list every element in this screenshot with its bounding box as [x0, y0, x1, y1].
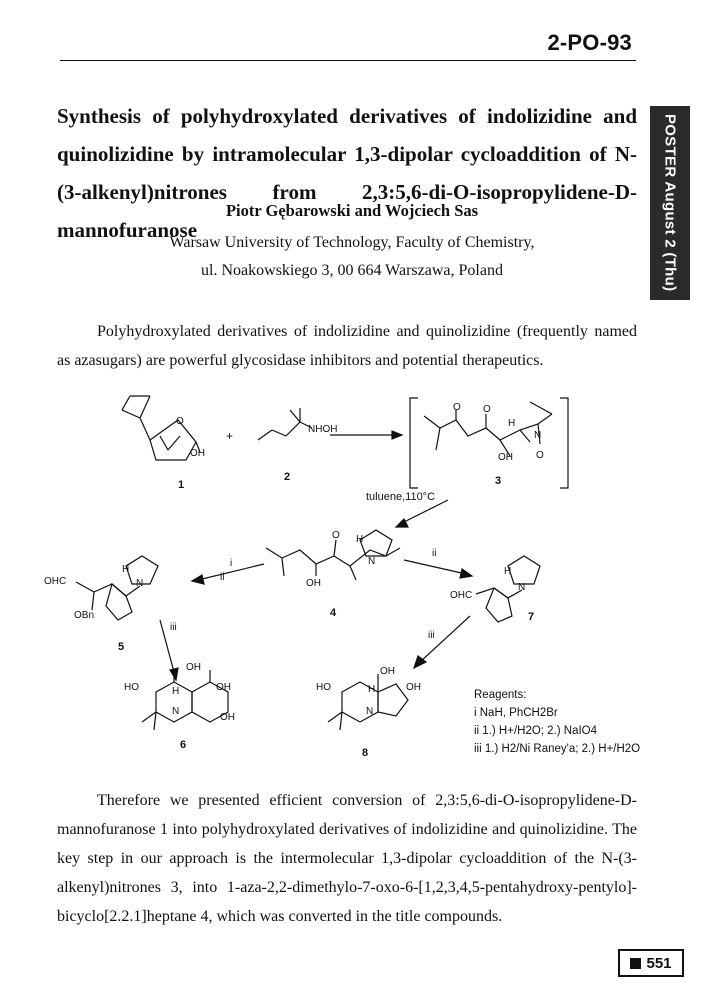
conditions-label: tuluene,110°C: [366, 491, 436, 503]
atom-h-8: H: [368, 684, 376, 695]
atom-oh-8-top: OH: [380, 666, 395, 677]
label-compound-4: 4: [330, 607, 337, 619]
page-number-box: [618, 949, 684, 977]
atom-ohc-5: OHC: [44, 576, 67, 587]
atom-h-5: H: [122, 564, 130, 575]
step-iii-label-right: iii: [428, 630, 435, 641]
atom-h-4: H: [356, 534, 364, 545]
label-compound-1: 1: [178, 479, 185, 491]
label-compound-6: 6: [180, 739, 187, 751]
paper-title: Synthesis of polyhydroxylated derivatives of indolizidine and quinolizidine by intramolecular 1,3-dipolar cycloaddition of N-(3-alkenyl)nitrones from 2,3:5,6-di-O-isopropylidene-D-mannofuranose: [57, 104, 637, 242]
plus-sign: +: [226, 429, 234, 443]
nhoh-label: NHOH: [308, 424, 338, 435]
intro-paragraph: Polyhydroxylated derivatives of indolizidine and quinolizidine (frequently named as azasugars) are powerful glycosidase inhibitors and potential therapeutics.: [57, 323, 637, 369]
atom-o-3c: O: [536, 450, 544, 461]
atom-ho-6: HO: [124, 682, 139, 693]
step-ii-label-right: ii: [432, 548, 437, 559]
atom-oh-6-bottom: OH: [220, 712, 235, 723]
atom-ho-8: HO: [316, 682, 331, 693]
atom-n-4: N: [368, 556, 376, 567]
reaction-scheme: [0, 380, 704, 770]
authors: Piotr Gębarowski and Wojciech Sas: [225, 201, 479, 220]
page-number: 551: [646, 954, 672, 972]
step-iii-label-left: iii: [170, 622, 177, 633]
page-number-square: [630, 958, 641, 969]
atom-oh-6-top: OH: [186, 662, 201, 673]
label-compound-2: 2: [284, 471, 291, 483]
structure-6: [142, 670, 228, 730]
structure-8: [328, 674, 408, 730]
atom-h-7: H: [504, 566, 512, 577]
atom-obn-5: OBn: [74, 610, 95, 621]
label-compound-7: 7: [528, 611, 535, 623]
conclusion-paragraph: Therefore we presented efficient conversion of 2,3:5,6-di-O-isopropylidene-D-mannofuranose 1 into polyhydroxylated derivatives of indolizidine and quinolizidine. The key step in our approach is the intermolecular 1,3-dipolar cycloaddition of the N-(3-alkenyl)nitrones 3, into 1-aza-2,2-dimethylo-7-oxo-6-[1,2,3,4,5-pentahydroxy-pentylo]-bicyclo[2.2.1]heptane 4, which was converted in the title compounds.: [57, 792, 637, 925]
label-compound-8: 8: [362, 747, 369, 759]
reagent-i: i NaH, PhCH2Br: [474, 707, 558, 719]
reagent-ii: ii 1.) H+/H2O; 2.) NaIO4: [474, 725, 598, 737]
label-compound-3: 3: [495, 475, 502, 487]
atom-o-4: O: [332, 530, 340, 541]
atom-n-3: N: [534, 430, 542, 441]
affiliation-line-1: Warsaw University of Technology, Faculty of Chemistry,: [169, 234, 535, 251]
atom-n-7: N: [518, 582, 526, 593]
step-i-label: i: [230, 558, 233, 569]
atom-n-6: N: [172, 706, 180, 717]
structure-2: [258, 408, 312, 440]
atom-oh-4: OH: [306, 578, 321, 589]
reagents-title: Reagents:: [474, 689, 527, 701]
atom-oh-1: OH: [190, 448, 205, 459]
atom-o-1: O: [176, 416, 184, 427]
label-compound-5: 5: [118, 641, 125, 653]
header-code: 2-PO-93: [547, 30, 632, 55]
atom-o-3a: O: [453, 402, 461, 413]
atom-h-6: H: [172, 686, 180, 697]
atom-oh-8-right: OH: [406, 682, 421, 693]
atom-oh-6-right: OH: [216, 682, 231, 693]
atom-n-5: N: [136, 578, 144, 589]
atom-oh-3: OH: [498, 452, 513, 463]
structure-1: [122, 396, 200, 460]
reagent-iii: iii 1.) H2/Ni Raney'a; 2.) H+/H2O: [474, 743, 641, 755]
header-rule: [60, 60, 636, 61]
side-tab-label: POSTER August 2 (Thu): [661, 114, 679, 292]
atom-n-8: N: [366, 706, 374, 717]
atom-o-3b: O: [483, 404, 491, 415]
step-ii-label-left: ii: [220, 572, 225, 583]
atom-ohc-7: OHC: [450, 590, 473, 601]
affiliation-line-2: ul. Noakowskiego 3, 00 664 Warszawa, Poland: [201, 262, 503, 279]
atom-h-3: H: [508, 418, 516, 429]
